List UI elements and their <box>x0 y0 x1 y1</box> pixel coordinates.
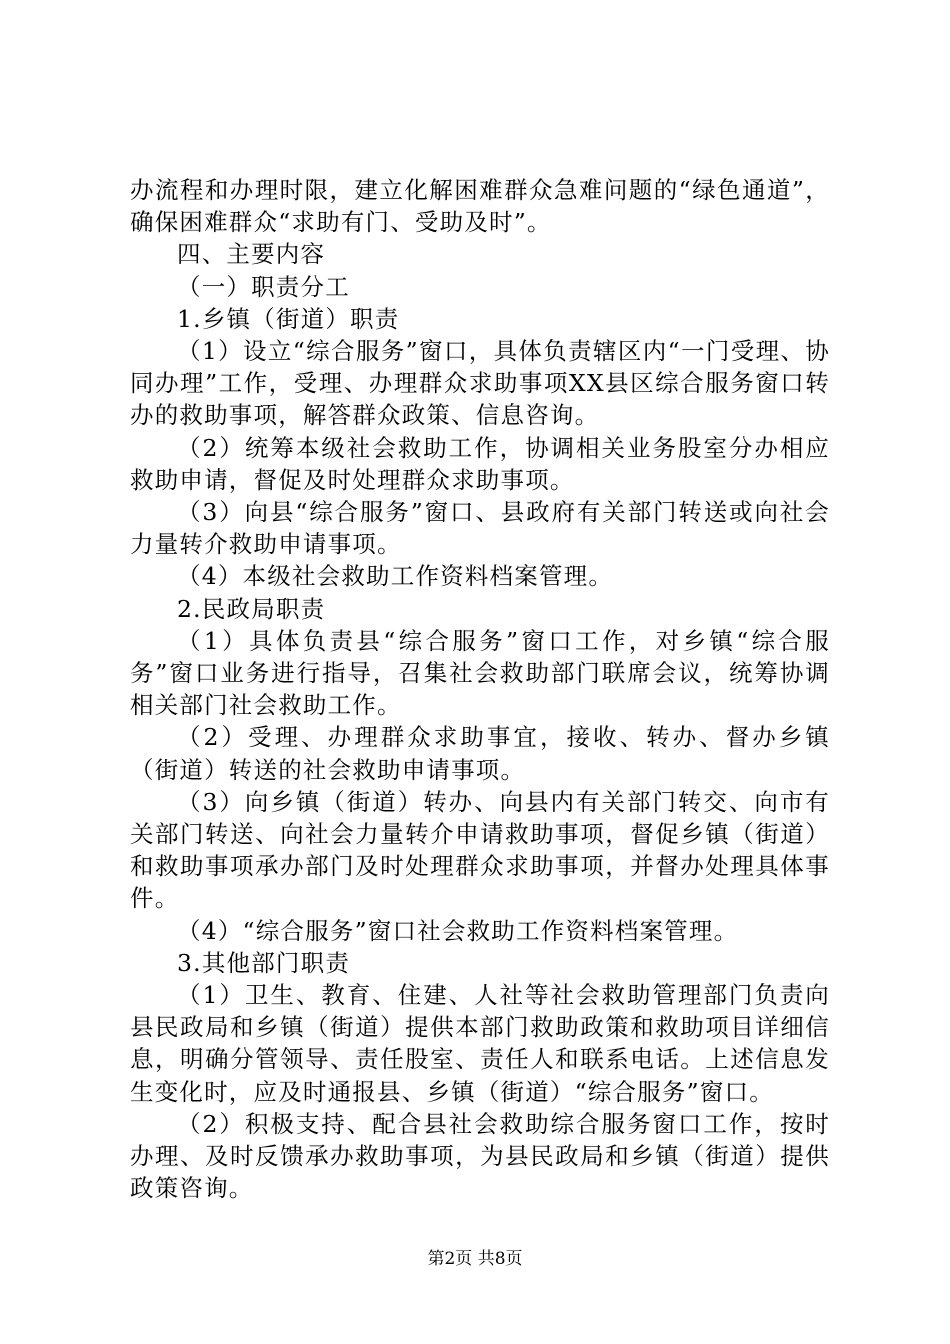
heading-duty-division: （一）职责分工 <box>177 272 350 301</box>
paragraph-township-4: （4）本级社会救助工作资料档案管理。 <box>177 562 614 591</box>
paragraph-township-3: （3）向县“综合服务”窗口、县政府有关部门转送或向社会力量转介救助申请事项。 <box>130 498 830 559</box>
paragraph-civil-affairs-2: （2）受理、办理群众求助事宜，接收、转办、督办乡镇（街道）转送的社会救助申请事项。 <box>130 723 830 784</box>
paragraph-continuation: 办流程和办理时限，建立化解困难群众急难问题的“绿色通道”，确保困难群众“求助有门、受助及时”。 <box>130 176 830 237</box>
paragraph-township-2: （2）统筹本级社会救助工作，协调相关业务股室分办相应救助申请，督促及时处理群众求助事项。 <box>130 433 830 494</box>
heading-main-content: 四、主要内容 <box>177 240 326 269</box>
paragraph-civil-affairs-1: （1）具体负责县“综合服务”窗口工作，对乡镇“综合服务”窗口业务进行指导，召集社会救助部门联席会议，统筹协调相关部门社会救助工作。 <box>130 626 830 720</box>
document-body <box>130 174 830 1205</box>
paragraph-other-1: （1）卫生、教育、住建、人社等社会救助管理部门负责向县民政局和乡镇（街道）提供本部门救助政策和救助项目详细信息，明确分管领导、责任股室、责任人和联系电话。上述信息发生变化时，应及时通报县、乡镇（街道）“综合服务”窗口。 <box>130 981 830 1106</box>
heading-other-departments-duties: 3.其他部门职责 <box>177 948 351 977</box>
paragraph-township-1: （1）设立“综合服务”窗口，具体负责辖区内“一门受理、协同办理”工作，受理、办理群众求助事项XX县区综合服务窗口转办的救助事项，解答群众政策、信息咨询。 <box>130 337 830 430</box>
paragraph-civil-affairs-3: （3）向乡镇（街道）转办、向县内有关部门转交、向市有关部门转送、向社会力量转介申请救助事项，督促乡镇（街道）和救助事项承办部门及时处理群众求助事项，并督办处理具体事件。 <box>130 787 830 913</box>
heading-civil-affairs-duties: 2.民政局职责 <box>177 594 326 623</box>
page-number-footer: 第2页 共8页 <box>427 1249 523 1269</box>
paragraph-other-2: （2）积极支持、配合县社会救助综合服务窗口工作，按时办理、及时反馈承办救助事项，为县民政局和乡镇（街道）提供政策咨询。 <box>130 1109 830 1203</box>
paragraph-civil-affairs-4: （4）“综合服务”窗口社会救助工作资料档案管理。 <box>177 916 739 945</box>
heading-township-duties: 1.乡镇（街道）职责 <box>177 304 400 333</box>
